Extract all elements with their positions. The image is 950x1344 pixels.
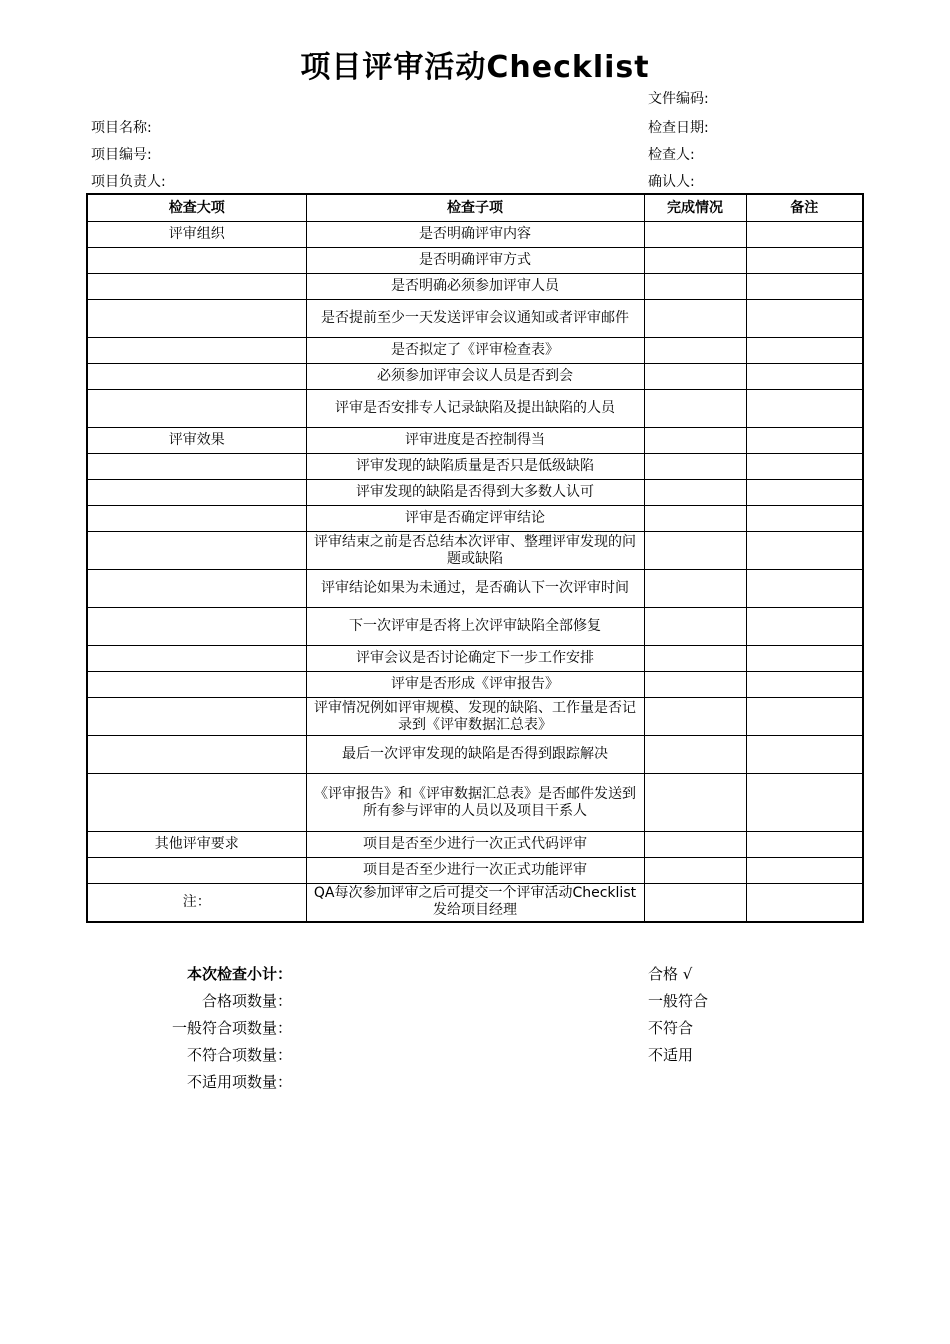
category-cell: 评审组织 (87, 222, 306, 248)
category-cell (87, 672, 306, 698)
table-row (87, 300, 863, 338)
item-cell: 评审进度是否控制得当 (306, 428, 644, 454)
table-row (87, 858, 863, 884)
category-cell (87, 300, 306, 338)
category-cell (87, 570, 306, 608)
project-name-label: 项目名称: (91, 120, 152, 136)
table-row (87, 646, 863, 672)
status-cell[interactable] (644, 480, 746, 506)
status-cell[interactable] (644, 672, 746, 698)
table-row (87, 506, 863, 532)
item-cell: 必须参加评审会议人员是否到会 (306, 364, 644, 390)
item-cell: 下一次评审是否将上次评审缺陷全部修复 (306, 608, 644, 646)
note-cell[interactable] (746, 646, 863, 672)
note-cell[interactable] (746, 672, 863, 698)
item-cell: 是否明确评审方式 (306, 248, 644, 274)
item-cell: 评审发现的缺陷是否得到大多数人认可 (306, 480, 644, 506)
status-cell[interactable] (644, 338, 746, 364)
status-cell[interactable] (644, 222, 746, 248)
item-cell: 评审是否形成《评审报告》 (306, 672, 644, 698)
item-cell: 是否提前至少一天发送评审会议通知或者评审邮件 (306, 300, 644, 338)
legend-pass: 合格 √ (648, 965, 693, 983)
note-cell[interactable] (746, 774, 863, 832)
status-cell[interactable] (644, 506, 746, 532)
category-cell (87, 364, 306, 390)
table-row (87, 222, 863, 248)
item-cell: 是否明确评审内容 (306, 222, 644, 248)
checker-label: 检查人: (648, 147, 695, 163)
category-cell (87, 506, 306, 532)
status-cell[interactable] (644, 532, 746, 570)
note-cell[interactable] (746, 736, 863, 774)
note-cell[interactable] (746, 480, 863, 506)
category-cell (87, 338, 306, 364)
item-cell: 评审结论如果为未通过，是否确认下一次评审时间 (306, 570, 644, 608)
status-cell[interactable] (644, 646, 746, 672)
item-cell: QA每次参加评审之后可提交一个评审活动Checklist发给项目经理 (306, 884, 644, 922)
table-row (87, 454, 863, 480)
status-cell[interactable] (644, 300, 746, 338)
item-cell: 是否拟定了《评审检查表》 (306, 338, 644, 364)
note-cell[interactable] (746, 454, 863, 480)
category-cell (87, 608, 306, 646)
item-cell: 评审结束之前是否总结本次评审、整理评审发现的问题或缺陷 (306, 532, 644, 570)
note-cell[interactable] (746, 248, 863, 274)
table-row (87, 428, 863, 454)
table-row (87, 698, 863, 736)
confirmer-label: 确认人: (648, 174, 695, 190)
category-cell (87, 774, 306, 832)
note-cell[interactable] (746, 364, 863, 390)
note-cell[interactable] (746, 884, 863, 922)
category-cell (87, 736, 306, 774)
item-cell: 项目是否至少进行一次正式代码评审 (306, 832, 644, 858)
item-cell: 评审情况例如评审规模、发现的缺陷、工作量是否记录到《评审数据汇总表》 (306, 698, 644, 736)
table-row (87, 608, 863, 646)
note-cell[interactable] (746, 698, 863, 736)
table-row (87, 774, 863, 832)
page-title: 项目评审活动Checklist (300, 50, 650, 85)
item-cell: 评审会议是否讨论确定下一步工作安排 (306, 646, 644, 672)
item-cell: 《评审报告》和《评审数据汇总表》是否邮件发送到所有参与评审的人员以及项目干系人 (306, 774, 644, 832)
category-cell (87, 646, 306, 672)
note-cell[interactable] (746, 608, 863, 646)
status-cell[interactable] (644, 736, 746, 774)
note-cell[interactable] (746, 506, 863, 532)
legend-partial: 一般符合 (648, 992, 709, 1010)
table-row (87, 364, 863, 390)
note-cell[interactable] (746, 338, 863, 364)
note-cell[interactable] (746, 274, 863, 300)
status-cell[interactable] (644, 248, 746, 274)
category-cell (87, 248, 306, 274)
table-row (87, 570, 863, 608)
note-cell[interactable] (746, 390, 863, 428)
column-header-category: 检查大项 (87, 194, 306, 222)
na-count-label: 不适用项数量： (186, 1073, 292, 1091)
item-cell: 评审发现的缺陷质量是否只是低级缺陷 (306, 454, 644, 480)
status-cell[interactable] (644, 390, 746, 428)
table-row (87, 532, 863, 570)
column-header-note: 备注 (746, 194, 863, 222)
table-row (87, 248, 863, 274)
note-cell[interactable] (746, 858, 863, 884)
table-row (87, 274, 863, 300)
doc-code-label: 文件编码: (648, 91, 709, 107)
check-date-label: 检查日期: (648, 120, 709, 136)
legend-na: 不适用 (648, 1046, 694, 1064)
subtotal-label: 本次检查小计： (186, 965, 292, 983)
status-cell[interactable] (644, 608, 746, 646)
status-cell[interactable] (644, 774, 746, 832)
category-cell (87, 274, 306, 300)
note-cell[interactable] (746, 570, 863, 608)
item-cell: 评审是否安排专人记录缺陷及提出缺陷的人员 (306, 390, 644, 428)
status-cell[interactable] (644, 698, 746, 736)
table-header-row (87, 194, 863, 222)
category-cell: 其他评审要求 (87, 832, 306, 858)
table-row (87, 480, 863, 506)
table-row (87, 390, 863, 428)
note-cell[interactable] (746, 428, 863, 454)
status-cell[interactable] (644, 454, 746, 480)
item-cell: 项目是否至少进行一次正式功能评审 (306, 858, 644, 884)
item-cell: 是否明确必须参加评审人员 (306, 274, 644, 300)
category-cell (87, 480, 306, 506)
project-owner-label: 项目负责人: (91, 174, 166, 190)
status-cell[interactable] (644, 858, 746, 884)
category-cell (87, 532, 306, 570)
note-cell[interactable] (746, 832, 863, 858)
note-cell[interactable] (746, 300, 863, 338)
checklist-table (86, 193, 864, 923)
item-cell: 最后一次评审发现的缺陷是否得到跟踪解决 (306, 736, 644, 774)
table-row (87, 832, 863, 858)
note-cell[interactable] (746, 532, 863, 570)
fail-count-label: 不符合项数量： (186, 1046, 292, 1064)
category-cell: 注： (87, 884, 306, 922)
category-cell (87, 698, 306, 736)
category-cell (87, 390, 306, 428)
status-cell[interactable] (644, 884, 746, 922)
table-row (87, 338, 863, 364)
category-cell (87, 454, 306, 480)
partial-count-label: 一般符合项数量： (171, 1019, 292, 1037)
status-cell[interactable] (644, 832, 746, 858)
table-row (87, 736, 863, 774)
column-header-item: 检查子项 (306, 194, 644, 222)
note-cell[interactable] (746, 222, 863, 248)
category-cell (87, 858, 306, 884)
status-cell[interactable] (644, 364, 746, 390)
table-row (87, 672, 863, 698)
project-no-label: 项目编号: (91, 147, 152, 163)
pass-count-label: 合格项数量： (201, 992, 292, 1010)
category-cell: 评审效果 (87, 428, 306, 454)
table-row (87, 884, 863, 922)
status-cell[interactable] (644, 274, 746, 300)
status-cell[interactable] (644, 428, 746, 454)
legend-fail: 不符合 (648, 1019, 694, 1037)
column-header-status: 完成情况 (644, 194, 746, 222)
item-cell: 评审是否确定评审结论 (306, 506, 644, 532)
status-cell[interactable] (644, 570, 746, 608)
